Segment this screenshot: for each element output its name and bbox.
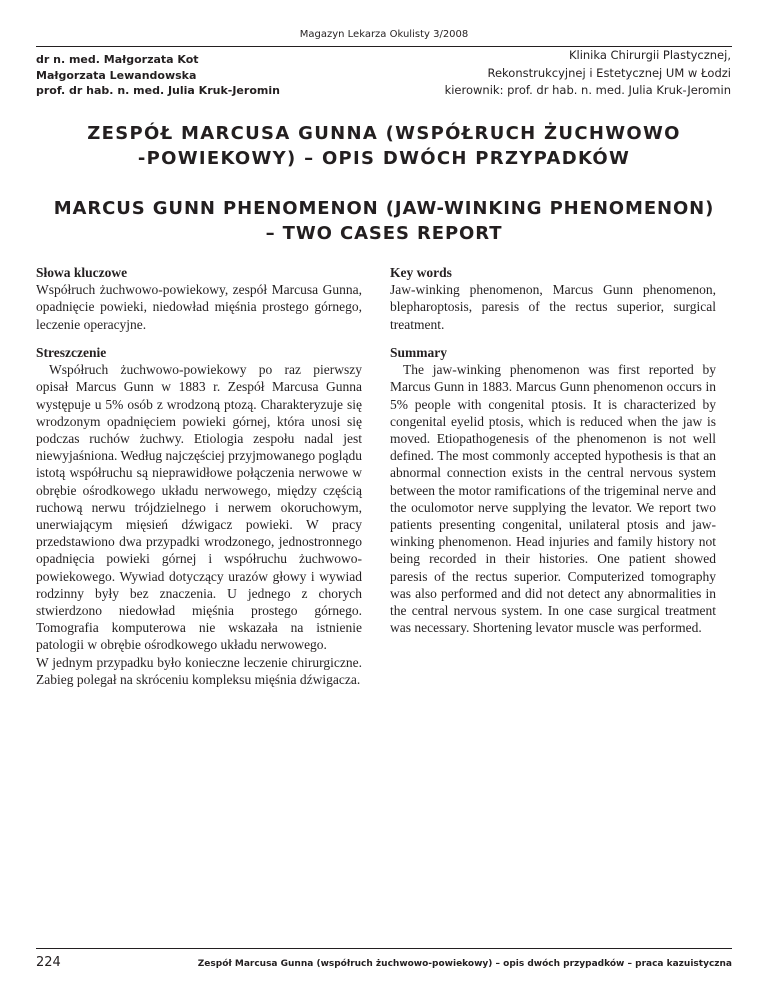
keywords-heading: Słowa kluczowe — [36, 265, 128, 280]
author-list — [36, 52, 280, 99]
abstract-paragraph: The jaw-winking phenomenon was first reported by Marcus Gunn in 1883. Marcus Gunn phenomenon occurs in 5% people with congenital ptosis. It is characterized by congenital eyelid ptosis, which is reduced when the jaw is moved. Etiopathogenesis of the phenomenon is not well defined. The most commonly accepted hypothesis is that an abnormal connection exists in the central nervous system between the motor ramifications of the trigeminal nerve and the oculomotor nerve supplying the levator. We report two patients presenting congenital, unilateral ptosis and jaw-winking phenomenon. Head injuries and family history not being recorded in their histories. One patient showed paresis of the rectus superior. Computerized tomography was also performed and did not detect any abnormalities in the central nervous system. In one case surgical treatment was necessary. Shortening levator muscle was performed. — [390, 362, 716, 636]
abstract-english — [390, 344, 716, 636]
title-english — [30, 196, 738, 246]
affiliation — [445, 47, 731, 100]
footer-rule — [36, 948, 732, 949]
abstract-paragraph: W jednym przypadku było konieczne leczenie chirurgiczne. Zabieg polegał na skróceniu kompleksu mięśnia dźwigacza. — [36, 654, 362, 687]
journal-header: Magazyn Lekarza Okulisty 3/2008 — [299, 29, 469, 40]
page-number: 224 — [36, 955, 61, 970]
author-name: Małgorzata Lewandowska — [36, 68, 197, 82]
keywords-text: Współruch żuchwowo-powiekowy, zespół Marcusa Gunna, opadnięcie powieki, niedowład mięśnia prostego górnego, leczenie operacyjne. — [36, 282, 362, 332]
title-line: -POWIEKOWY) – OPIS DWÓCH PRZYPADKÓW — [137, 148, 631, 169]
running-title: Zespół Marcusa Gunna (współruch żuchwowo-powiekowy) – opis dwóch przypadków – praca kazuistyczna — [197, 959, 732, 969]
affiliation-line: Klinika Chirurgii Plastycznej, — [568, 48, 731, 62]
keywords-english — [390, 264, 716, 333]
abstract-heading: Summary — [390, 345, 447, 360]
author-name: dr n. med. Małgorzata Kot — [36, 53, 199, 66]
title-line: MARCUS GUNN PHENOMENON (JAW-WINKING PHENOMENON) — [53, 198, 715, 219]
abstract-polish — [36, 344, 362, 688]
title-line: – TWO CASES REPORT — [265, 223, 503, 244]
keywords-polish — [36, 264, 362, 333]
abstract-heading: Streszczenie — [36, 345, 107, 360]
keywords-heading: Key words — [390, 265, 452, 280]
abstract-paragraph: Współruch żuchwowo-powiekowy po raz pierwszy opisał Marcus Gunn w 1883 r. Zespół Marcusa Gunna występuje u 5% osób z wrodzoną ptozą. Charakteryzuje się wrodzonym opadnięciem powieki górnej, która unosi się podczas ruchów żuchwy. Etiologia zespołu nadal jest niewyjaśniona. Według najczęściej przyjmowanego poglądu istotą współruchu są nieprawidłowe połączenia nerwowe w obrębie ośrodkowego układu nerwowego, między częścią ruchową nerwu trójdzielnego i nerwem okoruchowym, unerwiającym mięsień dźwigacz powieki. W pracy przedstawiono dwa przypadki wrodzonego, jednostronnego opadnięcia powieki górnej i współruchu żuchwowo-powiekowego. Wywiad dotyczący urazów głowy i wywiad rodzinny były bez znaczenia. U jednego z chorych stwierdzono niedowład mięśnia prostego górnego. Tomografia komputerowa nie wskazała na istnienie patologii w obrębie ośrodkowego układu nerwowego. — [36, 362, 362, 653]
title-polish — [40, 121, 728, 171]
author-name: prof. dr hab. n. med. Julia Kruk-Jeromin — [36, 84, 280, 97]
affiliation-line: Rekonstrukcyjnej i Estetycznej UM w Łodzi — [487, 65, 731, 80]
keywords-text: Jaw-winking phenomenon, Marcus Gunn phenomenon, blepharoptosis, paresis of the rectus superior, surgical treatment. — [390, 282, 716, 332]
title-line: ZESPÓŁ MARCUSA GUNNA (WSPÓŁRUCH ŻUCHWOWO — [87, 123, 681, 144]
affiliation-line: kierownik: prof. dr hab. n. med. Julia Kruk-Jeromin — [444, 83, 731, 97]
